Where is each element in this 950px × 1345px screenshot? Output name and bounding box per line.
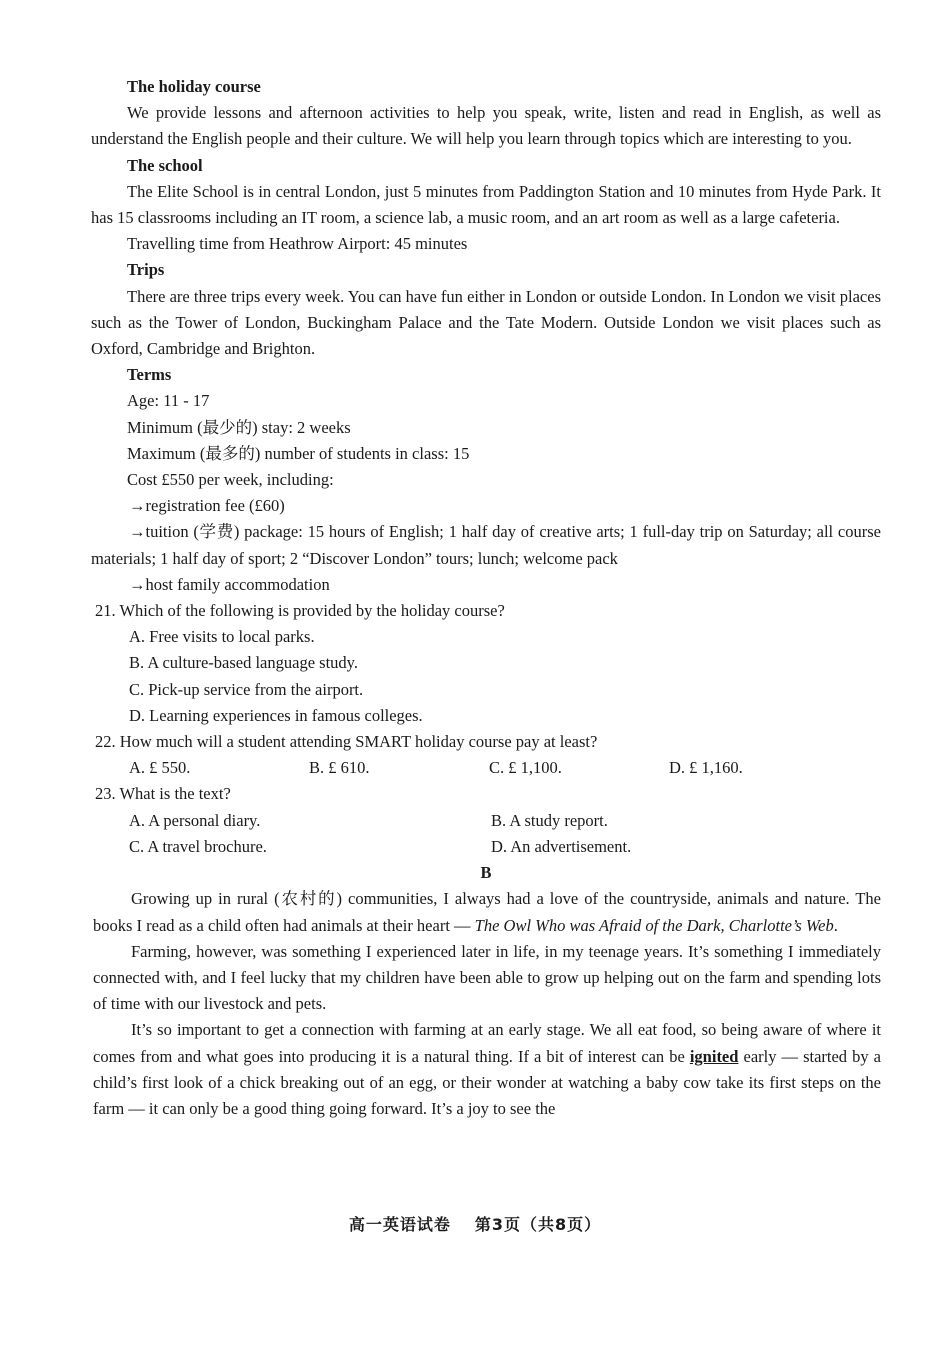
- section-b-paragraph-2: Farming, however, was something I experienced later in life, in my teenage years. It’s something I immediately connected with, and I feel lucky that my children have been able to grow up helping out on the farm and spending lots of time with our livestock and pets.: [93, 941, 881, 1014]
- holiday-course-text: We provide lessons and afternoon activities to help you speak, write, listen and read in English, as well as understand the English people and their culture. We will help you learn through topics which are interesting to you.: [91, 103, 881, 149]
- terms-age: Age: 11 - 17: [127, 391, 210, 411]
- section-b-paragraph-3: [91, 1017, 881, 1122]
- trips-heading: Trips: [127, 260, 165, 280]
- section-b-p3-after: early — started by a child’s first look of a chick breaking out of an egg, or their wonder at watching a baby cow take its first steps on the farm — it can only be a good thing going forward. It’s a joy to see the: [93, 1046, 881, 1118]
- question-21-option-d: D. Learning experiences in famous colleges.: [129, 705, 423, 725]
- section-b-label: B: [480, 863, 492, 883]
- page-content: [91, 74, 881, 1122]
- question-21-stem: 21. Which of the following is provided by the holiday course?: [95, 601, 505, 621]
- question-22-options: [91, 755, 881, 781]
- section-b-p1-text: Growing up in rural (农村的) communities, I always had a love of the countryside, animals and nature. The books I read as a child often had animals at their heart —: [93, 889, 881, 935]
- section-b-p1-end: .: [833, 915, 838, 935]
- question-23-option-c: C. A travel brochure.: [129, 836, 267, 856]
- question-22-option-b: B. £ 610.: [309, 758, 370, 778]
- terms-tuition: →tuition (学费) package: 15 hours of English; 1 half day of creative arts; 1 full-day trip on Saturday; all course materials; 1 half day of sport; 2 “Discover London” tours; lunch; welcome pack: [91, 522, 881, 568]
- page-footer: [0, 1212, 950, 1235]
- terms-registration: →registration fee (£60): [129, 496, 285, 516]
- question-23-options-row-2: [91, 834, 881, 860]
- question-21-option-b: B. A culture-based language study.: [129, 653, 358, 673]
- terms-min-stay: Minimum (最少的) stay: 2 weeks: [127, 417, 351, 437]
- school-heading: The school: [127, 155, 203, 175]
- question-23-option-d: D. An advertisement.: [491, 836, 632, 856]
- question-22-option-a: A. £ 550.: [129, 758, 191, 778]
- holiday-course-heading: The holiday course: [127, 77, 261, 96]
- question-22-option-c: C. £ 1,100.: [489, 758, 562, 778]
- terms-accommodation: →host family accommodation: [129, 574, 330, 594]
- section-b-p1-book-titles: The Owl Who was Afraid of the Dark, Charlotte’s Web: [474, 915, 834, 935]
- question-23-option-b: B. A study report.: [491, 810, 608, 830]
- section-b-p3-before: It’s so important to get a connection with farming at an early stage. We all eat food, so being aware of where it comes from and what goes into producing it is a natural thing. If a bit of interest can be: [93, 1020, 881, 1066]
- question-21-option-a: A. Free visits to local parks.: [129, 627, 315, 647]
- footer-page-number: 第3页（共8页）: [474, 1215, 602, 1234]
- question-23-option-a: A. A personal diary.: [129, 810, 261, 830]
- travel-time: Travelling time from Heathrow Airport: 45 minutes: [127, 234, 468, 254]
- question-21-option-c: C. Pick-up service from the airport.: [129, 679, 364, 699]
- question-23-stem: 23. What is the text?: [95, 784, 231, 804]
- school-text: The Elite School is in central London, just 5 minutes from Paddington Station and 10 minutes from Hyde Park. It has 15 classrooms including an IT room, a science lab, a music room, and an art room as well as a large cafeteria.: [91, 181, 881, 228]
- footer-exam-title: 高一英语试卷: [348, 1215, 451, 1234]
- question-23-options-row-1: [91, 808, 881, 834]
- terms-max-students: Maximum (最多的) number of students in class: 15: [127, 443, 470, 463]
- trips-text: There are three trips every week. You can have fun either in London or outside London. In London we visit places such as the Tower of London, Buckingham Palace and the Tate Modern. Outside London we visit places such as Oxford, Cambridge and Brighton.: [91, 286, 881, 359]
- question-22-stem: 22. How much will a student attending SMART holiday course pay at least?: [95, 732, 598, 752]
- terms-cost: Cost £550 per week, including:: [127, 470, 334, 490]
- section-b-p3-underlined-word: ignited: [689, 1046, 739, 1066]
- terms-heading: Terms: [127, 365, 172, 385]
- section-b-paragraph-1: [91, 886, 881, 938]
- question-22-option-d: D. £ 1,160.: [669, 758, 743, 778]
